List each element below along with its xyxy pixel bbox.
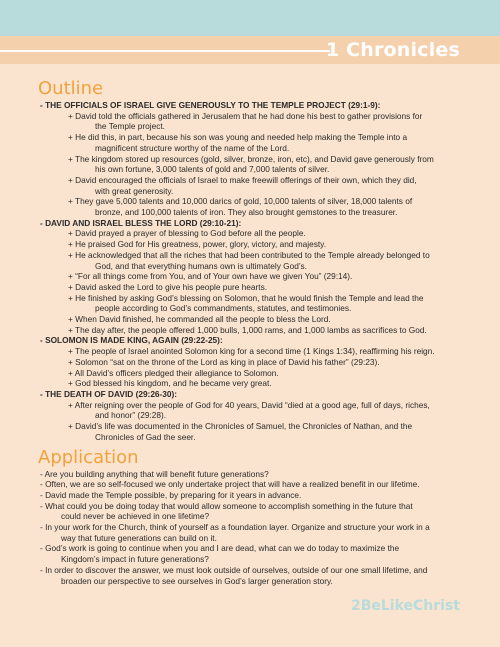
outline-bullet: + He praised God for His greatness, power, glory, victory, and majesty. — [68, 239, 327, 250]
application-bullet: - God’s work is going to continue when you and I are dead, what can we do today to maximize the — [40, 543, 400, 554]
outline-bullet-continuation: and honor” (29:28). — [95, 410, 167, 421]
outline-bullet: + He did this, in part, because his son was young and needed help making the Temple into a — [68, 132, 408, 143]
application-bullet: - Are you building anything that will benefit future generations? — [40, 468, 269, 479]
application-bullet: - David made the Temple possible, by preparing for it years in advance. — [40, 489, 302, 500]
application-bullet: - Often, we are so self-focused we only undertake project that will have a realized benefit in our lifetime. — [40, 479, 420, 490]
application-bullet-continuation: broaden our perspective to see ourselves in God’s larger generation story. — [61, 575, 333, 586]
section-heading-text: - THE DEATH OF DAVID (29:26-30): — [40, 388, 178, 399]
outline-bullet: + God blessed his kingdom, and he became very great. — [68, 378, 272, 389]
outline-bullet: + David asked the Lord to give his people pure hearts. — [68, 281, 268, 292]
outline-bullet: + The kingdom stored up resources (gold, silver, bronze, iron, etc), and David gave generously from — [68, 153, 434, 164]
outline-list — [38, 100, 470, 443]
application-bullet-continuation: Kingdom’s impact in future generations? — [61, 554, 209, 565]
section-heading — [38, 218, 470, 229]
application-heading: Application — [38, 446, 139, 468]
outline-bullet-continuation: bronze, and 100,000 talents of iron. They also brought gemstones to the treasurer. — [95, 207, 398, 218]
outline-bullet: + The day after, the people offered 1,000 bulls, 1,000 rams, and 1,000 lambs as sacrifices to God. — [68, 324, 427, 335]
outline-heading: Outline — [38, 78, 104, 99]
outline-bullet-continuation: Chronicles of Gad the seer. — [95, 431, 196, 442]
outline-bullet: + When David finished, he commanded all the people to bless the Lord. — [68, 314, 331, 325]
title-divider-line — [0, 50, 330, 52]
application-bullet-continuation: could never be achieved in one lifetime? — [61, 511, 210, 522]
outline-bullet: + He finished by asking God’s blessing on Solomon, that he would finish the Temple and lead the — [68, 292, 424, 303]
section-heading-text: - DAVID AND ISRAEL BLESS THE LORD (29:10-21): — [40, 217, 242, 228]
section-heading — [38, 335, 470, 346]
outline-bullet: + They gave 5,000 talents and 10,000 darics of gold, 10,000 talents of silver, 18,000 talents of — [68, 196, 413, 207]
application-list — [38, 469, 470, 587]
outline-bullet: + “For all things come from You, and of Your own have we given You” (29:14). — [68, 271, 353, 282]
outline-bullet: + David prayed a prayer of blessing to God before all the people. — [68, 228, 306, 239]
application-bullet: - In your work for the Church, think of yourself as a foundation layer. Organize and structure your work in a — [40, 522, 430, 533]
application-bullet: - In order to discover the answer, we must look outside of ourselves, outside of our one small lifetime, and — [40, 564, 428, 575]
outline-bullet: + The people of Israel anointed Solomon king for a second time (1 Kings 1:34), reaffirming his reign. — [68, 346, 435, 357]
outline-bullet: + After reigning over the people of God for 40 years, David “died at a good age, full of days, riches, — [68, 399, 430, 410]
section-heading — [38, 389, 470, 400]
application-bullet-continuation: way that future generations can build on it. — [61, 532, 217, 543]
outline-bullet-continuation: with great generosity. — [95, 185, 174, 196]
section-heading-text: - THE OFFICIALS OF ISRAEL GIVE GENEROUSLY TO THE TEMPLE PROJECT (29:1-9): — [40, 100, 381, 110]
top-color-bar — [0, 0, 500, 36]
title-band — [0, 36, 500, 64]
section-heading — [38, 100, 470, 111]
outline-bullet: + David’s life was documented in the Chronicles of Samuel, the Chronicles of Nathan, and the — [68, 421, 413, 432]
outline-bullet: + He acknowledged that all the riches that had been contributed to the Temple already belonged to — [68, 249, 430, 260]
outline-bullet-continuation: people according to God’s commandments, statutes, and testimonies. — [95, 303, 352, 314]
outline-bullet: + All David’s officers pledged their allegiance to Solomon. — [68, 367, 279, 378]
brand-logo-text: 2BeLikeChrist — [350, 598, 460, 614]
outline-bullet-continuation: magnificent structure worthy of the name of the Lord. — [95, 142, 290, 153]
outline-bullet-continuation: his own fortune, 3,000 talents of gold and 7,000 talents of silver. — [95, 164, 330, 175]
outline-bullet: + Solomon “sat on the throne of the Lord as king in place of David his father” (29:23). — [68, 356, 380, 367]
page-title: 1 Chronicles — [325, 39, 460, 61]
outline-bullet-continuation: God, and that everything humans own is ultimately God’s. — [95, 260, 307, 271]
document-body — [38, 78, 470, 586]
section-heading-text: - SOLOMON IS MADE KING, AGAIN (29:22-25): — [40, 335, 223, 346]
outline-bullet-continuation: the Temple project. — [95, 121, 165, 132]
outline-bullet: + David encouraged the officials of Israel to make freewill offerings of their own, which they did, — [68, 174, 417, 185]
outline-bullet: + David told the officials gathered in Jerusalem that he had done his best to gather provisions for — [68, 110, 423, 121]
application-bullet: - What could you be doing today that would allow someone to accomplish something in the future that — [40, 500, 413, 511]
